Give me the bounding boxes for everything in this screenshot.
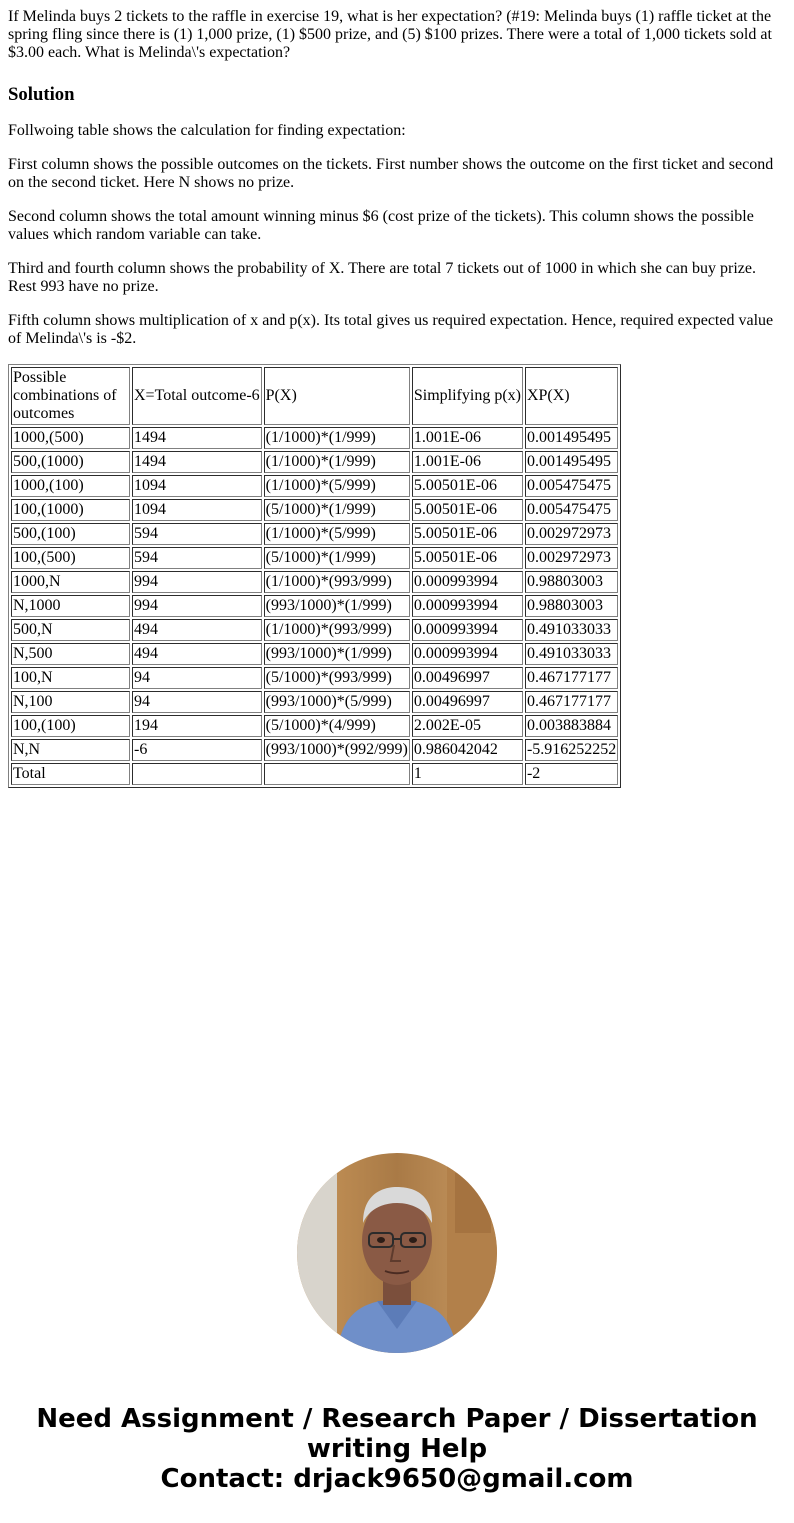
cell-px: (993/1000)*(1/999): [264, 595, 410, 617]
header-simplified-px: Simplifying p(x): [412, 367, 523, 425]
cell-xpx: 0.467177177: [525, 691, 618, 713]
question-text: If Melinda buys 2 tickets to the raffle in exercise 19, what is her expectation? (#19: Melinda buys (1) raffle ticket at the spring fling since there is (1) 1,000 prize, (1) $500 prize, and (5) $100 prizes. There were a total of 1,000 tickets sold at $3.00 each. What is Melinda\'s expectation?: [8, 8, 772, 61]
table-row: [11, 499, 618, 521]
cell-simplified-px: 1: [412, 763, 523, 785]
cell-xpx: 0.98803003: [525, 595, 618, 617]
paragraph-fifth-column: Fifth column shows multiplication of x and p(x). Its total gives us required expectation. Hence, required expected value of Melinda\'s is -$2.: [8, 312, 774, 347]
table-row: [11, 715, 618, 737]
cell-px: (993/1000)*(5/999): [264, 691, 410, 713]
cell-px: (1/1000)*(1/999): [264, 427, 410, 449]
cell-outcomes: 100,(100): [11, 715, 130, 737]
cell-x: 494: [132, 643, 262, 665]
cell-px: (5/1000)*(1/999): [264, 547, 410, 569]
solution-document: [8, 8, 786, 788]
expectation-table: [8, 364, 621, 788]
cell-x: 1494: [132, 427, 262, 449]
header-xpx: XP(X): [525, 367, 618, 425]
footer-line-2: writing Help: [306, 1434, 488, 1464]
cell-px: (5/1000)*(1/999): [264, 499, 410, 521]
cell-x: 1494: [132, 451, 262, 473]
cell-outcomes: 1000,(500): [11, 427, 130, 449]
cell-x: 494: [132, 619, 262, 641]
cell-px: (1/1000)*(993/999): [264, 571, 410, 593]
cell-outcomes: N,1000: [11, 595, 130, 617]
table-row: [11, 571, 618, 593]
cell-xpx: 0.003883884: [525, 715, 618, 737]
table-row: [11, 667, 618, 689]
cell-simplified-px: 0.000993994: [412, 595, 523, 617]
author-avatar: [297, 1153, 497, 1353]
cell-simplified-px: 0.000993994: [412, 571, 523, 593]
paragraph-first-column: First column shows the possible outcomes on the tickets. First number shows the outcome on the first ticket and second on the second ticket. Here N shows no prize.: [8, 156, 774, 191]
cell-xpx: -5.916252252: [525, 739, 618, 761]
cell-outcomes: 500,(100): [11, 523, 130, 545]
cell-px: (5/1000)*(993/999): [264, 667, 410, 689]
cell-outcomes: Total: [11, 763, 130, 785]
cell-simplified-px: 5.00501E-06: [412, 523, 523, 545]
cell-x: 194: [132, 715, 262, 737]
cell-outcomes: 1000,(100): [11, 475, 130, 497]
cell-outcomes: 500,N: [11, 619, 130, 641]
cell-x: 994: [132, 595, 262, 617]
table-row: [11, 475, 618, 497]
table-row: [11, 595, 618, 617]
paragraph-third-fourth-column: Third and fourth column shows the probability of X. There are total 7 tickets out of 1000 in which she can buy prize. Rest 993 have no prize.: [8, 260, 756, 295]
table-row: [11, 427, 618, 449]
paragraph-second-column: Second column shows the total amount winning minus $6 (cost prize of the tickets). This column shows the possible values which random variable can take.: [8, 208, 754, 243]
cell-xpx: 0.001495495: [525, 451, 618, 473]
cell-simplified-px: 1.001E-06: [412, 451, 523, 473]
cell-x: -6: [132, 739, 262, 761]
cell-x: 994: [132, 571, 262, 593]
cell-simplified-px: 1.001E-06: [412, 427, 523, 449]
cell-outcomes: N,N: [11, 739, 130, 761]
cell-simplified-px: 5.00501E-06: [412, 499, 523, 521]
footer-contact: Contact: drjack9650@gmail.com: [160, 1464, 634, 1494]
cell-xpx: 0.002972973: [525, 523, 618, 545]
paragraph-intro: Follwoing table shows the calculation for finding expectation:: [8, 122, 406, 139]
table-row: [11, 523, 618, 545]
cell-outcomes: 100,(500): [11, 547, 130, 569]
cell-simplified-px: 0.000993994: [412, 619, 523, 641]
cell-px: (1/1000)*(993/999): [264, 619, 410, 641]
cell-x: 1094: [132, 499, 262, 521]
table-row: [11, 547, 618, 569]
cell-x: 94: [132, 691, 262, 713]
cell-px: (5/1000)*(4/999): [264, 715, 410, 737]
cell-px: (1/1000)*(5/999): [264, 523, 410, 545]
cell-outcomes: 1000,N: [11, 571, 130, 593]
table-row: [11, 451, 618, 473]
cell-x: 94: [132, 667, 262, 689]
footer-line-1: Need Assignment / Research Paper / Dissertation: [36, 1404, 758, 1434]
cell-outcomes: N,500: [11, 643, 130, 665]
cell-px: (1/1000)*(1/999): [264, 451, 410, 473]
cell-xpx: 0.005475475: [525, 499, 618, 521]
cell-simplified-px: 5.00501E-06: [412, 475, 523, 497]
cell-simplified-px: 0.00496997: [412, 667, 523, 689]
cell-x: 594: [132, 547, 262, 569]
cell-simplified-px: 0.00496997: [412, 691, 523, 713]
cell-xpx: 0.491033033: [525, 643, 618, 665]
author-photo-icon: [297, 1153, 497, 1353]
cell-outcomes: 100,(1000): [11, 499, 130, 521]
cell-px: (993/1000)*(1/999): [264, 643, 410, 665]
cell-x: [132, 763, 262, 785]
cell-x: 1094: [132, 475, 262, 497]
header-px: P(X): [264, 367, 410, 425]
cell-xpx: 0.001495495: [525, 427, 618, 449]
cell-xpx: -2: [525, 763, 618, 785]
promo-footer: [0, 1404, 794, 1494]
header-x: X=Total outcome-6: [132, 367, 262, 425]
cell-xpx: 0.467177177: [525, 667, 618, 689]
cell-px: (993/1000)*(992/999): [264, 739, 410, 761]
cell-outcomes: 100,N: [11, 667, 130, 689]
table-header-row: [11, 367, 618, 425]
header-outcomes: Possible combinations of outcomes: [11, 367, 130, 425]
cell-px: [264, 763, 410, 785]
table-row: [11, 691, 618, 713]
cell-simplified-px: 0.986042042: [412, 739, 523, 761]
cell-simplified-px: 0.000993994: [412, 643, 523, 665]
table-row: [11, 643, 618, 665]
cell-xpx: 0.491033033: [525, 619, 618, 641]
table-row: [11, 739, 618, 761]
cell-outcomes: N,100: [11, 691, 130, 713]
cell-outcomes: 500,(1000): [11, 451, 130, 473]
table-row: [11, 763, 618, 785]
cell-simplified-px: 5.00501E-06: [412, 547, 523, 569]
cell-simplified-px: 2.002E-05: [412, 715, 523, 737]
cell-xpx: 0.002972973: [525, 547, 618, 569]
table-row: [11, 619, 618, 641]
cell-xpx: 0.005475475: [525, 475, 618, 497]
cell-xpx: 0.98803003: [525, 571, 618, 593]
cell-x: 594: [132, 523, 262, 545]
solution-heading: Solution: [8, 84, 75, 105]
cell-px: (1/1000)*(5/999): [264, 475, 410, 497]
